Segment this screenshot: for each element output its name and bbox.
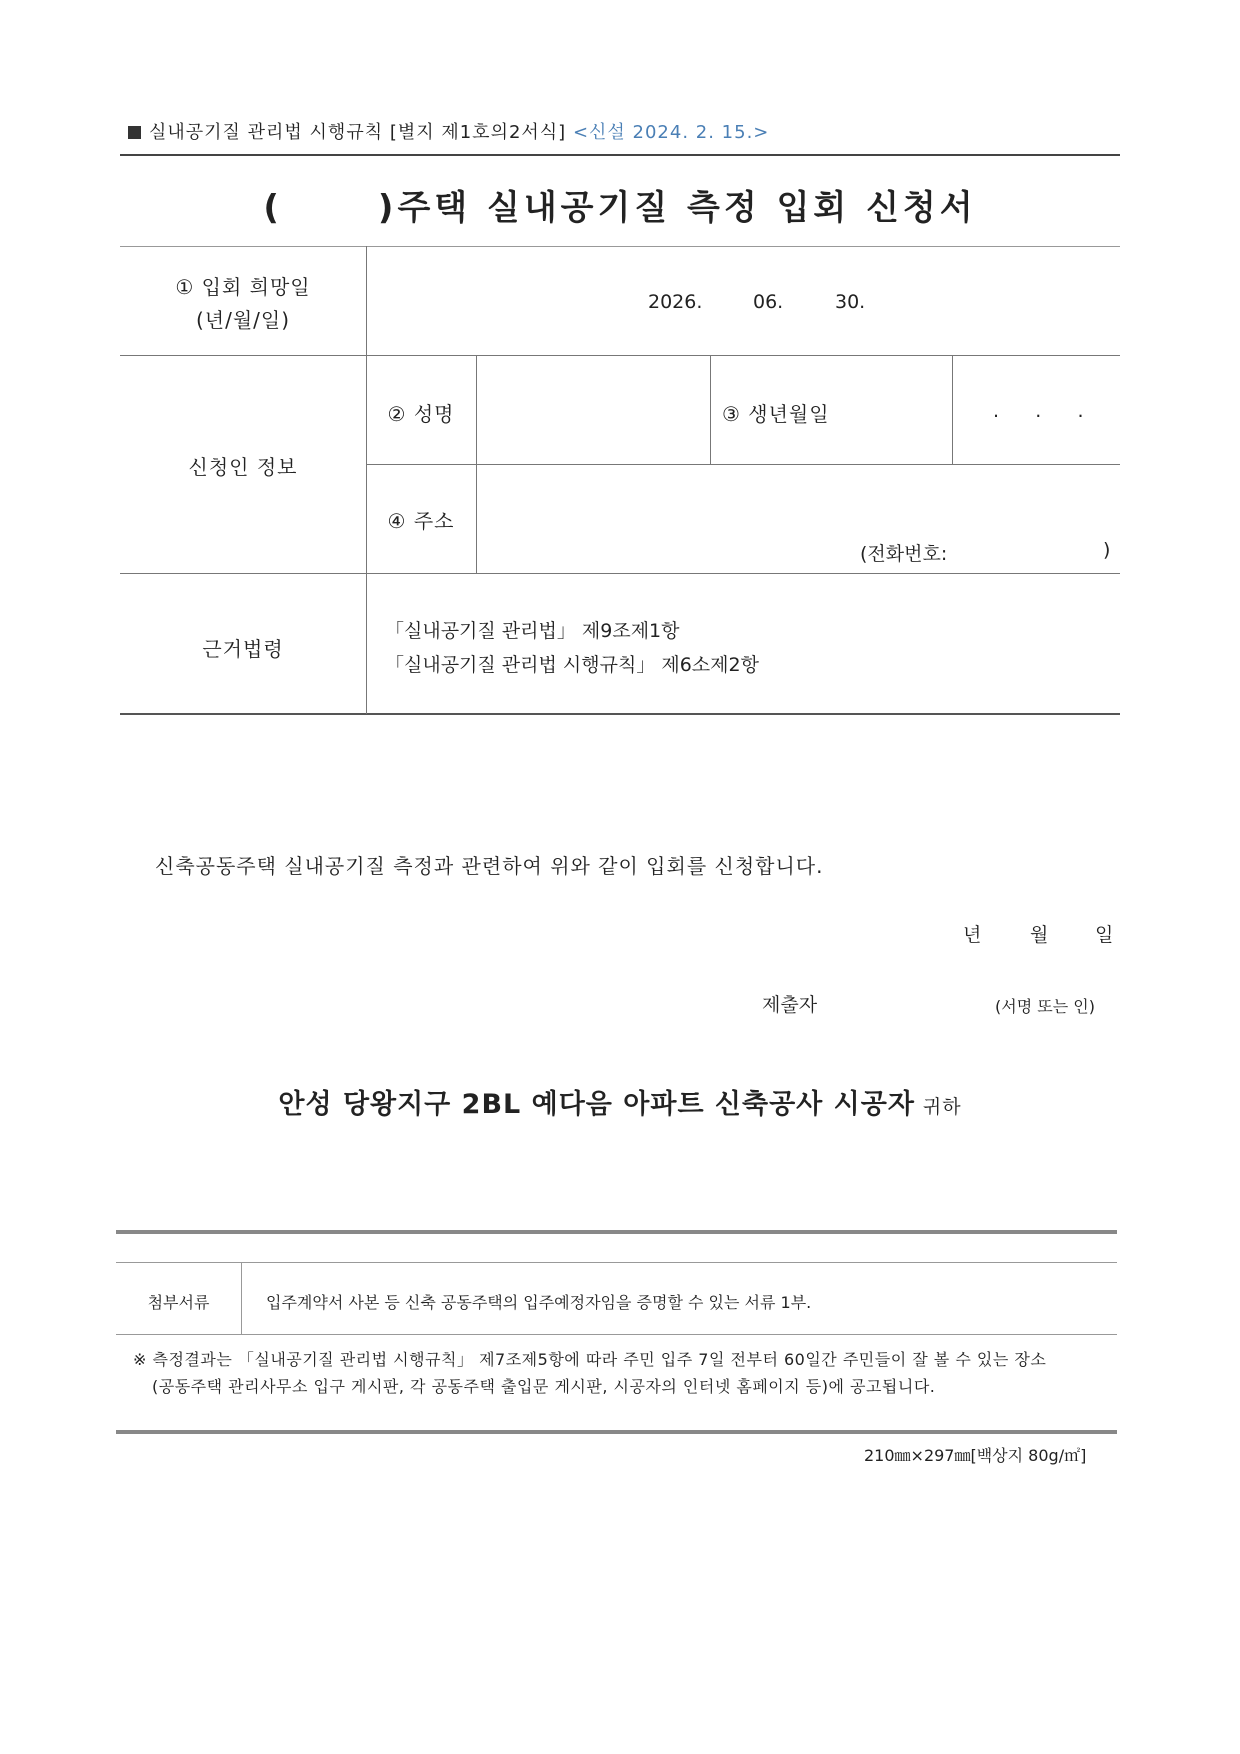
address-label: ④ 주소 <box>387 509 455 533</box>
form-ref-text: 실내공기질 관리법 시행규칙 [별지 제1호의2서식] <box>149 122 567 143</box>
table-top-border <box>120 246 1120 247</box>
attachment-top-border <box>116 1262 1117 1263</box>
attachments-label: 첨부서류 <box>147 1293 210 1312</box>
table-row-divider <box>120 573 1120 574</box>
revision-note: <신설 2024. 2. 15.> <box>572 122 770 143</box>
table-column-divider <box>952 355 953 464</box>
recipient-name: 안성 당왕지구 2BL 예다음 아파트 신축공사 시공자 <box>278 1089 915 1120</box>
page-title: ( )주택 실내공기질 측정 입회 신청서 <box>263 188 977 228</box>
date-year-value[interactable]: 2026. <box>648 291 703 313</box>
legal-basis-line: 「실내공기질 관리법 시행규칙」 제6소제2항 <box>385 654 759 676</box>
recipient-line <box>0 1082 1240 1121</box>
notice-line: ※ 측정결과는 「실내공기질 관리법 시행규칙」 제7조제5항에 따라 주민 입주 7일 전부터 60일간 주민들이 잘 볼 수 있는 장소 <box>133 1350 1047 1369</box>
name-field[interactable] <box>477 356 710 464</box>
date-year-label: 년 <box>963 924 982 946</box>
phone-close: ) <box>1103 539 1111 561</box>
table-bottom-border <box>120 713 1120 715</box>
address-field[interactable] <box>477 465 1120 573</box>
table-column-divider <box>366 246 367 714</box>
submitter-label: 제출자 <box>762 994 818 1016</box>
form-reference <box>128 118 769 144</box>
name-label: ② 성명 <box>387 402 455 426</box>
legal-basis-line: 「실내공기질 관리법」 제9조제1항 <box>385 620 680 642</box>
desired-date-label: ① 입회 희망일 <box>175 275 311 299</box>
date-month-value[interactable]: 06. <box>753 291 784 313</box>
desired-date-format: (년/월/일) <box>195 308 291 332</box>
notice-line: (공동주택 관리사무소 입구 게시판, 각 공동주택 출입문 게시판, 시공자의 인터넷 홈페이지 등)에 공고됩니다. <box>152 1377 936 1396</box>
paper-spec: 210㎜×297㎜[백상지 80g/㎡] <box>864 1446 1087 1465</box>
recipient-suffix: 귀하 <box>922 1096 962 1118</box>
phone-label: (전화번호: <box>860 543 948 565</box>
date-day-label: 일 <box>1095 924 1114 946</box>
birth-date-label: ③ 생년월일 <box>722 402 830 426</box>
section-separator <box>116 1230 1117 1234</box>
date-month-label: 월 <box>1030 924 1049 946</box>
attachments-text: 입주계약서 사본 등 신축 공동주택의 입주예정자임을 증명할 수 있는 서류 1부. <box>266 1293 812 1312</box>
legal-basis-label: 근거법령 <box>202 637 284 661</box>
attachment-divider <box>241 1262 242 1334</box>
attachment-bottom-border <box>116 1334 1117 1335</box>
application-statement: 신축공동주택 실내공기질 측정과 관련하여 위와 같이 입회를 신청합니다. <box>155 854 824 878</box>
date-day-value[interactable]: 30. <box>835 291 866 313</box>
signature-field[interactable]: (서명 또는 인) <box>995 997 1095 1016</box>
header-rule <box>120 154 1120 156</box>
table-column-divider <box>710 355 711 464</box>
section-separator <box>116 1430 1117 1434</box>
square-bullet-icon <box>128 126 141 139</box>
birth-date-field[interactable]: . . . <box>993 400 1084 422</box>
applicant-section-label: 신청인 정보 <box>188 455 298 479</box>
